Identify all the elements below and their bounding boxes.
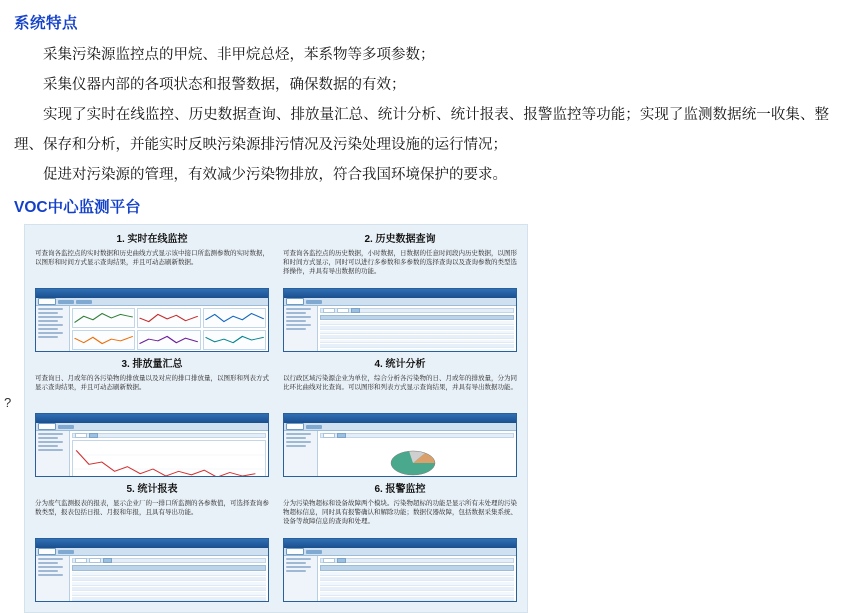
table-row xyxy=(320,582,514,586)
gallery-item-title: 2. 历史数据查询 xyxy=(364,234,436,245)
app-titlebar xyxy=(36,539,268,548)
gallery-item-report xyxy=(35,483,269,602)
screenshot-thumbnail[interactable] xyxy=(35,538,269,602)
gallery-item-desc: 可查询各监控点的历史数据，小时数据，日数据的任意时间段内历史数据，以图形和时间方式显示，同时可以进行多参数和多参数的选择查询以及查询参数的类型选择操作，并具有导出数据的功能。 xyxy=(283,250,517,275)
screenshot-gallery xyxy=(24,224,528,613)
tab-item xyxy=(58,550,74,554)
tab-item xyxy=(38,298,56,305)
table-row xyxy=(72,592,266,596)
app-titlebar xyxy=(284,289,516,298)
table-header xyxy=(320,315,514,320)
screenshot-thumbnail[interactable] xyxy=(283,288,517,352)
gallery-item-title: 1. 实时在线监控 xyxy=(116,234,188,245)
chart-grid xyxy=(72,308,266,350)
tab-item xyxy=(286,298,304,305)
query-toolbar xyxy=(72,558,266,563)
screenshot-thumbnail[interactable] xyxy=(283,538,517,602)
tab-item xyxy=(306,425,322,429)
app-tabs xyxy=(284,548,516,556)
table-header xyxy=(72,565,266,571)
paragraph-4: 促进对污染源的管理，有效减少污染物排放，符合我国环境保护的要求。 xyxy=(43,167,507,183)
gallery-item-emission xyxy=(35,358,269,477)
table-row xyxy=(72,597,266,601)
app-sidebar xyxy=(36,431,70,477)
tab-item xyxy=(58,425,74,429)
table-row xyxy=(320,577,514,581)
app-sidebar xyxy=(36,306,70,352)
gallery-item-title: 6. 报警监控 xyxy=(374,484,426,495)
gallery-item-realtime xyxy=(35,233,269,352)
screenshot-thumbnail[interactable] xyxy=(35,288,269,352)
paragraph-3: 实现了实时在线监控、历史数据查询、排放量汇总、统计分析、统计报表、报警监控等功能；实现了监测数据统一收集、整理、保存和分析，并能实时反映污染源排污情况及污染处理设施的运行情况； xyxy=(14,107,829,153)
paragraph-2: 采集仪器内部的各项状态和报警数据，确保数据的有效； xyxy=(43,77,406,93)
gallery-item-alarm xyxy=(283,483,517,602)
gallery-item-desc: 分为废气监测报表的报表，显示企业厂的一排口所监测的各参数值，可选择查询参数类型，报表包括日报、月报和年报，且具有导出功能。 xyxy=(35,500,269,516)
table-row xyxy=(320,572,514,576)
mini-line-chart xyxy=(137,330,200,350)
data-table xyxy=(320,315,514,352)
mini-line-chart xyxy=(137,308,200,328)
app-titlebar xyxy=(36,414,268,423)
screenshot-thumbnail[interactable] xyxy=(283,413,517,477)
gallery-item-desc: 分为污染物超标和设备故障两个模块。污染物超标的功能是显示所有未处理的污染物超标信息，同时具有报警确认和解除功能；数据仪器故障，包括数据采集系统、设备等故障信息的查询和处理。 xyxy=(283,500,517,525)
app-sidebar xyxy=(36,556,70,602)
table-row xyxy=(320,335,514,339)
tab-item xyxy=(76,300,92,304)
table-row xyxy=(320,340,514,344)
app-tabs xyxy=(36,423,268,431)
table-row xyxy=(320,597,514,601)
app-sidebar xyxy=(284,556,318,602)
tab-item xyxy=(38,423,56,430)
table-row xyxy=(320,344,514,348)
query-toolbar xyxy=(320,433,514,438)
table-row xyxy=(320,331,514,335)
tab-item xyxy=(38,548,56,555)
gallery-item-title: 4. 统计分析 xyxy=(374,359,426,370)
gallery-item-analysis xyxy=(283,358,517,477)
alarm-table xyxy=(320,565,514,602)
query-toolbar xyxy=(72,433,266,438)
app-sidebar xyxy=(284,431,318,477)
table-header xyxy=(320,565,514,571)
table-row xyxy=(320,321,514,325)
query-toolbar xyxy=(320,308,514,313)
page-title: 系统特点 xyxy=(14,15,79,32)
tab-item xyxy=(306,550,322,554)
tab-item xyxy=(286,423,304,430)
report-table xyxy=(72,565,266,602)
table-row xyxy=(72,587,266,591)
app-tabs xyxy=(36,548,268,556)
gallery-item-desc: 可查询日、月或年的各污染物的排放量以及对应的排口排放量，以图形和列表方式显示查询结果，并且可动态刷新数据。 xyxy=(35,375,269,391)
tab-item xyxy=(306,300,322,304)
gallery-item-desc: 以行政区域污染源企业为单位，综合分析各污染物的日、月或年的排放量，分为同比环比曲线对比查询。可以图形和列表方式显示查询结果，并具有导出数据功能。 xyxy=(283,375,517,391)
app-titlebar xyxy=(36,289,268,298)
app-titlebar xyxy=(284,414,516,423)
gallery-item-title: 3. 排放量汇总 xyxy=(121,359,183,370)
mini-line-chart xyxy=(203,308,266,328)
table-row xyxy=(320,326,514,330)
app-sidebar xyxy=(284,306,318,352)
mini-line-chart xyxy=(72,330,135,350)
line-chart xyxy=(72,440,266,477)
mini-line-chart xyxy=(203,330,266,350)
gallery-item-history xyxy=(283,233,517,352)
table-row xyxy=(72,572,266,576)
tab-item xyxy=(58,300,74,304)
paragraph-1: 采集污染源监控点的甲烷、非甲烷总烃，苯系物等多项参数； xyxy=(43,47,435,63)
table-row xyxy=(72,582,266,586)
app-tabs xyxy=(284,298,516,306)
tab-item xyxy=(286,548,304,555)
query-toolbar xyxy=(320,558,514,563)
gallery-item-desc: 可查询各监控点的实时数据和历史曲线方式显示该中接口所监测参数的实时数据，以图形和时间方式显示查询结果，并且可动态刷新数据。 xyxy=(35,250,269,266)
pie-chart xyxy=(320,440,514,477)
table-row xyxy=(72,577,266,581)
margin-artifact: ? xyxy=(4,395,12,410)
app-tabs xyxy=(284,423,516,431)
gallery-item-title: 5. 统计报表 xyxy=(126,484,178,495)
mini-line-chart xyxy=(72,308,135,328)
platform-title: VOC中心监测平台 xyxy=(14,199,141,216)
table-row xyxy=(320,349,514,352)
screenshot-thumbnail[interactable] xyxy=(35,413,269,477)
app-tabs xyxy=(36,298,268,306)
app-titlebar xyxy=(284,539,516,548)
table-row xyxy=(320,587,514,591)
table-row xyxy=(320,592,514,596)
